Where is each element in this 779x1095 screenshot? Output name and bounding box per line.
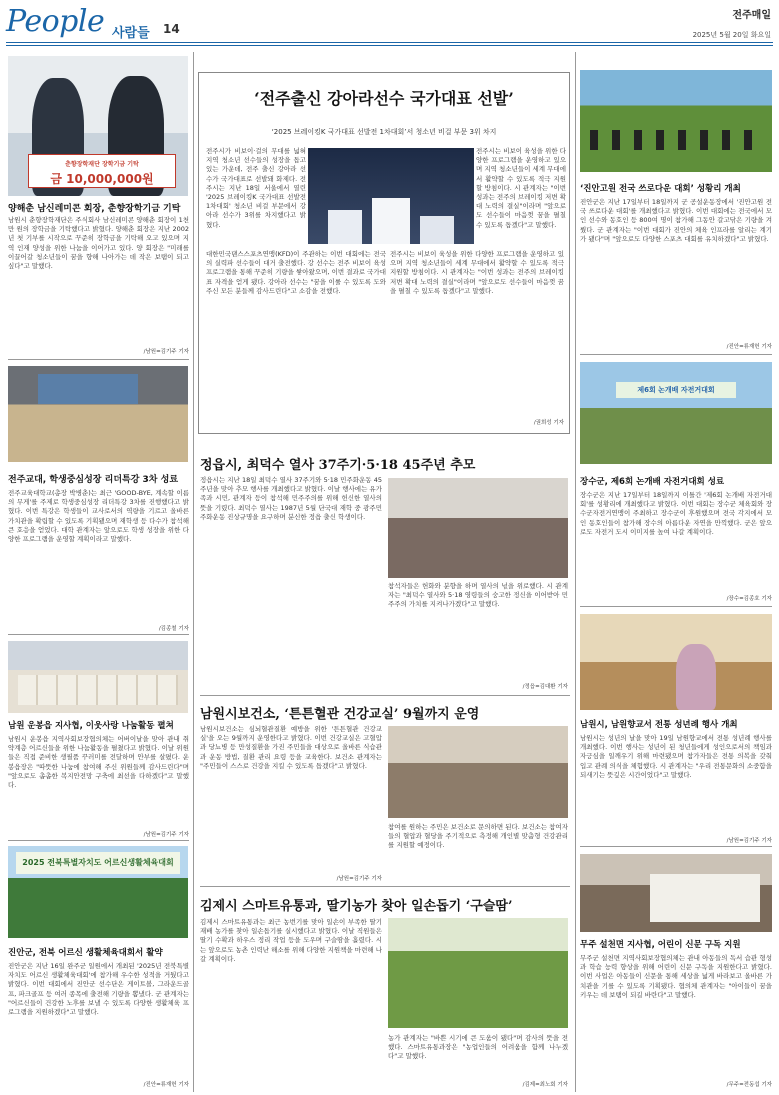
feature-subhead: ‘2025 브레이킹K 국가대표 선발전 1차대회’서 청소년 비걸 부문 3위 차지 — [271, 128, 497, 136]
study-body: 무주군 설천면 지역사회보장협의체는 관내 아동들의 독서 습관 형성과 학습 능력 향상을 위해 어린이 신문 구독을 지원한다고 밝혔다. 이번 사업은 아동들이 신문을 통해 세상을 넓게 바라보고 올바른 가치관을 기를 수 있도록 기획됐다. 협의체 관계자는 "아이들이 꿈을 키우는 데 보탬이 되길 바란다"고 말했다. — [580, 954, 772, 999]
gift-boxes — [18, 675, 178, 705]
memorial-body-left: 정읍시는 지난 18일 최덕수 열사 37주기와 5·18 민주화운동 45주년을 맞아 추모 행사를 개최했다고 밝혔다. 이날 행사에는 유가족과 시민, 관계자 등이 참석해 민주주의를 위해 헌신한 열사의 뜻을 기렸다. 최덕수 열사는 1987년 5월 단국대 재학 중 광주민주화운동 진상규명을 요구하며 분신한 정읍 출신 학생이다. — [200, 476, 382, 521]
article-divider — [580, 846, 772, 847]
bike-race-photo — [580, 362, 772, 464]
bike-headline: 장수군, 제6회 논개배 자전거대회 성료 — [580, 477, 725, 487]
study-headline: 무주 설천면 지사협, 어린이 신문 구독 지원 — [580, 940, 741, 950]
edu-headline: 전주교대, 학생중심성장 리더특강 3차 성료 — [8, 475, 179, 485]
feature-body-mid: 대한민국댄스스포츠연맹(KFD)이 주관하는 이번 대회에는 전국의 실력파 선수들이 대거 출전했다. 강 선수는 전주 비보이 육성 프로그램을 통해 꾸준히 기량을 쌓아왔으며, 이번 결과로 국가대표 자격을 얻게 됐다. 강아라 선수는 "꿈을 이룰 수 있도록 도와주신 모든 분들께 감사드린다"고 소감을 전했다. — [206, 250, 386, 295]
edu-body: 전주교육대학교(총장 박병춘)는 최근 'GOOD-BYE, 계속할 이름의 무게'를 주제로 학생중심성장 리더특강 3차를 진행했다고 밝혔다. 이번 특강은 학생들이 교사로서의 역량을 기르고 올바른 가치관을 확립할 수 있도록 기획됐으며 재학생 등 다수가 참석해 큰 호응을 얻었다. 대학 관계자는 앞으로도 학생 성장을 위한 다양한 프로그램을 운영할 계획이라고 말했다. — [8, 489, 189, 544]
memorial-photo — [388, 478, 568, 578]
scholarship-body: 남원시 춘향장학재단은 주식회사 남신레미콘 양해춘 회장이 1천만 원의 장학금을 기탁했다고 밝혔다. 양해춘 회장은 지난 2002년 첫 기부를 시작으로 꾸준히 장학금을 기탁해 오고 있으며 지역 인재 양성을 위한 나눔을 이어가고 있다. 양 회장은 "미래를 이끌어갈 청소년들이 꿈을 향해 나아가는 데 작은 보탬이 되고 싶다"고 말했다. — [8, 216, 189, 271]
column-divider-left — [193, 52, 194, 1092]
share-body: 남원시 운봉읍 지역사회보장협의체는 어버이날을 맞아 관내 취약계층 어르신들을 위한 나눔활동을 펼쳤다고 밝혔다. 이날 위원들은 직접 준비한 생필품 꾸러미를 전달하며 안부를 살폈다. 운봉읍장은 "따뜻한 나눔에 참여해 주신 위원들께 감사드린다"며 "앞으로도 촘촘한 복지안전망 구축에 최선을 다하겠다"고 말했다. — [8, 735, 189, 790]
farm-headline: 김제시 스마트유통과, 딸기농가 찾아 일손돕기 ‘구슬땀’ — [200, 899, 513, 914]
sports-body: 진안군은 지난 17일부터 18일까지 군 공설운동장에서 '진안고원 전국 쓰로다운 대회'를 개최했다고 밝혔다. 이번 대회에는 전국에서 모인 선수와 동호인 등 800여 명이 참가해 그동안 갈고닦은 기량을 겨뤘다. 군 관계자는 "이번 대회가 진안의 체육 인프라를 알리는 계기가 됐다"며 "앞으로도 다양한 스포츠 대회를 유치하겠다"고 밝혔다. — [580, 198, 772, 243]
award-photo — [308, 148, 474, 244]
coming-headline: 남원시, 남원향교서 전통 성년례 행사 개최 — [580, 720, 738, 730]
page-number: 14 — [163, 22, 180, 36]
equipment-row — [590, 130, 760, 150]
health-body-right: 참여를 원하는 주민은 보건소로 문의하면 된다. 보건소는 참여자들의 혈압과 혈당을 주기적으로 측정해 개인별 맞춤형 건강관리를 지원할 예정이다. — [388, 823, 568, 850]
article-divider — [8, 840, 189, 841]
coming-byline: /남원=김기주 기자 — [726, 838, 772, 844]
farm-byline: /김제=최노회 기자 — [522, 1082, 568, 1088]
farm-body-left: 김제시 스마트유통과는 최근 농번기를 맞아 일손이 부족한 딸기 재배 농가를 찾아 일손돕기를 실시했다고 밝혔다. 이날 직원들은 딸기 수확과 하우스 정리 작업 등을 도우며 구슬땀을 흘렸다. 시는 앞으로도 농촌 인력난 해소를 위해 다양한 지원책을 마련해 나갈 계획이다. — [200, 918, 382, 963]
event-banner: 2025 전북특별자치도 어르신생활체육대회 — [16, 852, 180, 874]
check-board: 춘향장학재단 장학기금 기탁 금 10,000,000원 — [28, 154, 176, 188]
health-body-left: 남원시보건소는 심뇌혈관질환 예방을 위한 '튼튼혈관 건강교실'을 오는 9월까지 운영한다고 밝혔다. 이번 건강교실은 고혈압과 당뇨병 등 만성질환을 가진 주민들을 대상으로 올바른 식습관과 운동 방법, 질환 관리 요령 등을 교육한다. 보건소 관계자는 "주민들이 스스로 건강을 지킬 수 있도록 돕겠다"고 밝혔다. — [200, 725, 382, 770]
section-title: People — [6, 4, 105, 39]
bike-banner: 제6회 논개배 자전거대회 — [616, 382, 736, 398]
newspaper-subscription-photo — [580, 854, 772, 932]
masthead — [0, 0, 779, 44]
coming-body: 남원시는 성년의 날을 맞아 19일 남원향교에서 전통 성년례 행사를 개최했다. 이번 행사는 성년이 된 청년들에게 성인으로서의 책임과 자긍심을 일깨우기 위해 마련됐으며 참가자들은 전통 의복을 갖춰 입고 관례 의식을 체험했다. 시 관계자는 "우리 전통문화의 소중함을 되새기는 뜻깊은 시간이었다"고 말했다. — [580, 734, 772, 779]
elder-byline: /진안=류재헌 기자 — [143, 1082, 189, 1088]
memorial-headline: 정읍시, 최덕수 열사 37주기·5·18 45주년 추모 — [200, 458, 476, 473]
sports-headline: ‘진안고원 전국 쓰로다운 대회’ 성황리 개최 — [580, 184, 741, 194]
header-rule-thin — [6, 45, 773, 46]
health-headline: 남원시보건소, ‘튼튼혈관 건강교실’ 9월까지 운영 — [200, 707, 480, 722]
feature-byline: /권희성 기자 — [533, 420, 564, 426]
issue-date: 2025년 5월 20일 화요일 — [692, 31, 771, 39]
coming-of-age-photo — [580, 614, 772, 710]
scholarship-headline: 양해춘 남신레미콘 회장, 춘향장학기금 기탁 — [8, 204, 181, 214]
article-divider — [580, 354, 772, 355]
memorial-byline: /정읍=김대환 기자 — [522, 684, 568, 690]
header-rule — [6, 42, 773, 43]
section-subtitle: 사람들 — [112, 26, 150, 41]
share-headline: 남원 운봉읍 지사협, 이웃사랑 나눔활동 펼쳐 — [8, 721, 174, 731]
elder-body: 진안군은 지난 16일 완주군 일원에서 개최된 '2025년 전북특별자치도 어르신 생활체육대회'에 참가해 우수한 성적을 거뒀다고 밝혔다. 이번 대회에서 진안군 선수단은 게이트볼, 그라운드골프, 파크골프 등 여러 종목에 출전해 기량을 뽐냈다. 군 관계자는 "어르신들이 건강한 노후를 보낼 수 있도록 다양한 생활체육 프로그램을 지원하겠다"고 말했다. — [8, 962, 189, 1017]
elder-sports-photo — [8, 846, 188, 938]
feature-body-left: 전주시가 비보이·걸의 무대를 넓혀 지역 청소년 선수들의 성장을 돕고 있는 가운데, 전주 출신 강아라 선수가 국가대표로 선발돼 화제다. 전주시는 지난 18일 서울에서 열린 '2025 브레이킹K 국가대표 선발전 1차대회' 청소년 비걸 부문에서 강아라 선수가 3위를 차지했다고 밝혔다. — [206, 147, 306, 229]
article-divider — [580, 606, 772, 607]
podium-2nd — [328, 210, 362, 244]
health-class-photo — [388, 726, 568, 818]
scholarship-byline: /남원=김기주 기자 — [143, 349, 189, 355]
article-divider — [200, 695, 570, 696]
podium-1st — [372, 198, 410, 244]
article-divider — [200, 886, 570, 887]
projection-screen — [38, 374, 138, 404]
person-figure — [676, 644, 716, 710]
elder-headline: 진안군, 전북 어르신 생활체육대회서 활약 — [8, 948, 163, 958]
article-divider — [8, 634, 189, 635]
article-divider — [8, 359, 189, 360]
column-divider-right — [575, 52, 576, 1092]
feature-headline: ‘전주출신 강아라선수 국가대표 선발’ — [254, 89, 514, 108]
strawberry-farm-photo — [388, 918, 568, 1028]
bike-body: 장수군은 지난 17일부터 18일까지 이틀간 '제6회 논개배 자전거대회'를 성황리에 개최했다고 밝혔다. 이번 대회는 장수군 체육회와 장수군자전거연맹이 주최하고 장수군이 후원했으며 전국 각지에서 모인 동호인들이 참가해 장수의 아름다운 자연을 만끽했다. 군은 앞으로도 자전거 도시 이미지를 높여 나갈 계획이다. — [580, 491, 772, 536]
share-byline: /남원=김기주 기자 — [143, 832, 189, 838]
throwdown-photo — [580, 70, 772, 172]
scholarship-photo — [8, 56, 188, 196]
feature-body-right-2: 전주시는 비보이 육성을 위한 다양한 프로그램을 운영하고 있으며 지역 청소년들이 세계 무대에서 활약할 수 있도록 적극 지원할 방침이다. 시 관계자는 "이번 성과는 전주의 브레이킹 저변 확대 노력의 결실"이라며 "앞으로도 선수들이 마음껏 꿈을 펼칠 수 있도록 돕겠다"고 말했다. — [390, 250, 564, 295]
feature-body-right: 전주시는 비보이 육성을 위한 다양한 프로그램을 운영하고 있으며 지역 청소년들이 세계 무대에서 활약할 수 있도록 적극 지원할 방침이다. 시 관계자는 "이번 성과는 전주의 브레이킹 저변 확대 노력의 결실"이라며 "앞으로도 선수들이 마음껏 꿈을 펼칠 수 있도록 돕겠다"고 말했다. — [476, 147, 566, 229]
edu-byline: /김종철 기자 — [158, 626, 189, 632]
study-byline: /무주=전동섭 기자 — [726, 1082, 772, 1088]
farm-body-right: 농가 관계자는 "바쁜 시기에 큰 도움이 됐다"며 감사의 뜻을 전했다. 스마트유통과장은 "농업인들의 어려움을 함께 나누겠다"고 말했다. — [388, 1034, 568, 1061]
newspaper-name: 전주매일 — [732, 10, 771, 21]
health-byline: /남원=김기주 기자 — [336, 876, 382, 882]
memorial-body-right: 참석자들은 헌화와 분향을 하며 열사의 넋을 위로했다. 시 관계자는 "최덕수 열사와 5·18 영령들의 숭고한 정신을 이어받아 민주주의 가치를 지켜나가겠다"고 말했다. — [388, 582, 568, 609]
sports-byline: /진안=류재헌 기자 — [726, 344, 772, 350]
podium-3rd — [420, 216, 454, 244]
sharing-photo — [8, 641, 188, 713]
lecture-photo — [8, 366, 188, 462]
newspaper — [650, 874, 760, 922]
bike-byline: /장수=김종호 기자 — [726, 596, 772, 602]
